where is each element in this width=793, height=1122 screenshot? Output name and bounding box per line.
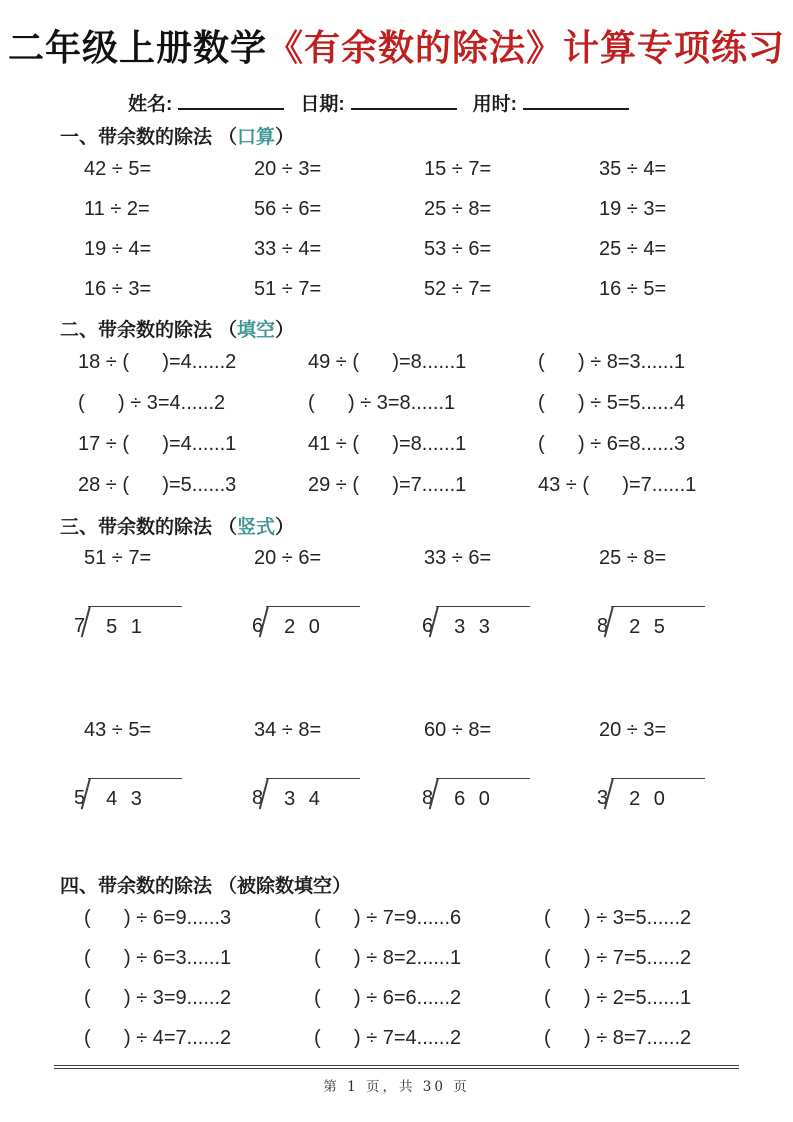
- long-division-bracket: [422, 606, 597, 641]
- section-3-heading: [60, 512, 793, 539]
- problem: ( ) ÷ 3=5......2: [544, 906, 692, 929]
- problem: 16 ÷ 5=: [599, 277, 667, 300]
- paren-close: ）: [275, 127, 295, 148]
- section-2-heading: [60, 315, 793, 342]
- paren-open: （: [218, 320, 238, 341]
- section-4-tag: 被除数填空: [237, 876, 333, 897]
- date-blank-line: [351, 91, 457, 110]
- problem: 11 ÷ 2=: [84, 197, 150, 220]
- problem: 20 ÷ 3=: [599, 719, 667, 741]
- section-1-problem-grid: [84, 149, 793, 309]
- problem: 33 ÷ 6=: [424, 547, 492, 569]
- problem: ( ) ÷ 6=8......3: [538, 433, 686, 455]
- page-title-red: 《有余数的除法》计算专项练习: [267, 27, 786, 69]
- problem: 25 ÷ 4=: [599, 237, 667, 260]
- divisor: 7: [74, 615, 86, 637]
- divisor: 8: [252, 787, 264, 809]
- long-division-bracket: [74, 606, 252, 641]
- date-label: 日期:: [300, 94, 345, 115]
- dividend: 6 0: [436, 778, 530, 813]
- problem: 18 ÷ ( )=4......2: [78, 351, 237, 373]
- page-number-text: 第 1 页，共 30 页: [323, 1079, 470, 1095]
- section-4-number: 四、: [60, 876, 99, 897]
- paren-close: ）: [332, 876, 352, 897]
- problem: 28 ÷ ( )=5......3: [78, 474, 237, 496]
- name-label: 姓名:: [128, 94, 173, 115]
- problem: ( ) ÷ 7=4......2: [314, 1026, 462, 1049]
- section-4-heading: [60, 871, 793, 898]
- paren-close: ）: [275, 517, 295, 538]
- divisor: 6: [422, 615, 434, 637]
- problem: 51 ÷ 7=: [254, 277, 322, 300]
- problem: 51 ÷ 7=: [84, 547, 152, 569]
- problem: ( ) ÷ 5=5......4: [538, 392, 686, 414]
- problem: ( ) ÷ 3=8......1: [308, 392, 456, 414]
- section-3-problem-row: [84, 547, 793, 570]
- problem: ( ) ÷ 3=4......2: [78, 392, 226, 414]
- long-division-bracket: [422, 778, 597, 813]
- problem: ( ) ÷ 8=2......1: [314, 946, 462, 969]
- problem: ( ) ÷ 8=3......1: [538, 351, 686, 373]
- problem: ( ) ÷ 4=7......2: [84, 1026, 232, 1049]
- paren-open: （: [218, 127, 238, 148]
- problem: 20 ÷ 6=: [254, 547, 322, 569]
- problem: 56 ÷ 6=: [254, 197, 322, 220]
- divisor: 6: [252, 615, 264, 637]
- problem: ( ) ÷ 2=5......1: [544, 986, 692, 1009]
- problem: 25 ÷ 8=: [424, 197, 492, 220]
- problem: 52 ÷ 7=: [424, 277, 492, 300]
- dividend: 3 3: [436, 606, 530, 641]
- problem: ( ) ÷ 3=9......2: [84, 986, 232, 1009]
- problem: ( ) ÷ 7=9......6: [314, 906, 462, 929]
- long-division-bracket: [597, 778, 793, 813]
- divisor: 3: [597, 787, 609, 809]
- dividend: 5 1: [88, 606, 182, 641]
- dividend: 3 4: [266, 778, 360, 813]
- section-2-problem-grid: [78, 342, 793, 506]
- problem: 16 ÷ 3=: [84, 277, 152, 300]
- work-space: [0, 813, 793, 865]
- problem: 49 ÷ ( )=8......1: [308, 351, 467, 373]
- problem: ( ) ÷ 6=6......2: [314, 986, 462, 1009]
- meta-line: [128, 89, 793, 116]
- problem: 33 ÷ 4=: [254, 237, 322, 260]
- divisor: 8: [422, 787, 434, 809]
- problem: ( ) ÷ 6=3......1: [84, 946, 232, 969]
- section-1-tag: 口算: [237, 127, 276, 148]
- section-2-number: 二、: [60, 320, 99, 341]
- problem: 34 ÷ 8=: [254, 719, 322, 741]
- work-space: [0, 641, 793, 711]
- problem: 19 ÷ 4=: [84, 237, 152, 260]
- time-blank-line: [523, 91, 629, 110]
- problem: 20 ÷ 3=: [254, 157, 322, 180]
- section-3-tag: 竖式: [237, 517, 276, 538]
- dividend: 4 3: [88, 778, 182, 813]
- time-label: 用时:: [472, 94, 517, 115]
- problem: 60 ÷ 8=: [424, 719, 492, 741]
- problem: 25 ÷ 8=: [599, 547, 667, 569]
- long-division-bracket: [252, 606, 422, 641]
- paren-open: （: [218, 517, 238, 538]
- page-title: [0, 0, 793, 71]
- problem: 41 ÷ ( )=8......1: [308, 433, 467, 455]
- section-2-title: 带余数的除法: [98, 320, 213, 341]
- paren-close: ）: [275, 320, 295, 341]
- problem: 35 ÷ 4=: [599, 157, 667, 180]
- section-4-title: 带余数的除法: [98, 876, 213, 897]
- problem: 29 ÷ ( )=7......1: [308, 474, 467, 496]
- dividend: 2 0: [611, 778, 705, 813]
- long-division-bracket: [597, 606, 793, 641]
- long-division-bracket: [252, 778, 422, 813]
- problem: ( ) ÷ 8=7......2: [544, 1026, 692, 1049]
- section-3-bracket-row: [74, 778, 793, 813]
- name-blank-line: [178, 91, 284, 110]
- problem: ( ) ÷ 6=9......3: [84, 906, 232, 929]
- section-3-bracket-row: [74, 606, 793, 641]
- section-3-title: 带余数的除法: [98, 517, 213, 538]
- long-division-bracket: [74, 778, 252, 813]
- problem: 53 ÷ 6=: [424, 237, 492, 260]
- section-4-problem-grid: [84, 898, 793, 1058]
- page-title-black: 二年级上册数学: [7, 27, 267, 69]
- section-1-title: 带余数的除法: [98, 127, 213, 148]
- problem: 17 ÷ ( )=4......1: [78, 433, 237, 455]
- problem: 42 ÷ 5=: [84, 157, 152, 180]
- problem: 43 ÷ ( )=7......1: [538, 474, 697, 496]
- problem: 19 ÷ 3=: [599, 197, 667, 220]
- divisor: 5: [74, 787, 86, 809]
- dividend: 2 5: [611, 606, 705, 641]
- paren-open: （: [218, 876, 238, 897]
- section-1-number: 一、: [60, 127, 99, 148]
- dividend: 2 0: [266, 606, 360, 641]
- problem: ( ) ÷ 7=5......2: [544, 946, 692, 969]
- problem: 15 ÷ 7=: [424, 157, 492, 180]
- page-footer: [54, 1065, 739, 1096]
- section-1-heading: [60, 122, 793, 149]
- section-3-number: 三、: [60, 517, 99, 538]
- section-2-tag: 填空: [237, 320, 276, 341]
- problem: 43 ÷ 5=: [84, 719, 152, 741]
- section-3-problem-row: [84, 719, 793, 742]
- divisor: 8: [597, 615, 609, 637]
